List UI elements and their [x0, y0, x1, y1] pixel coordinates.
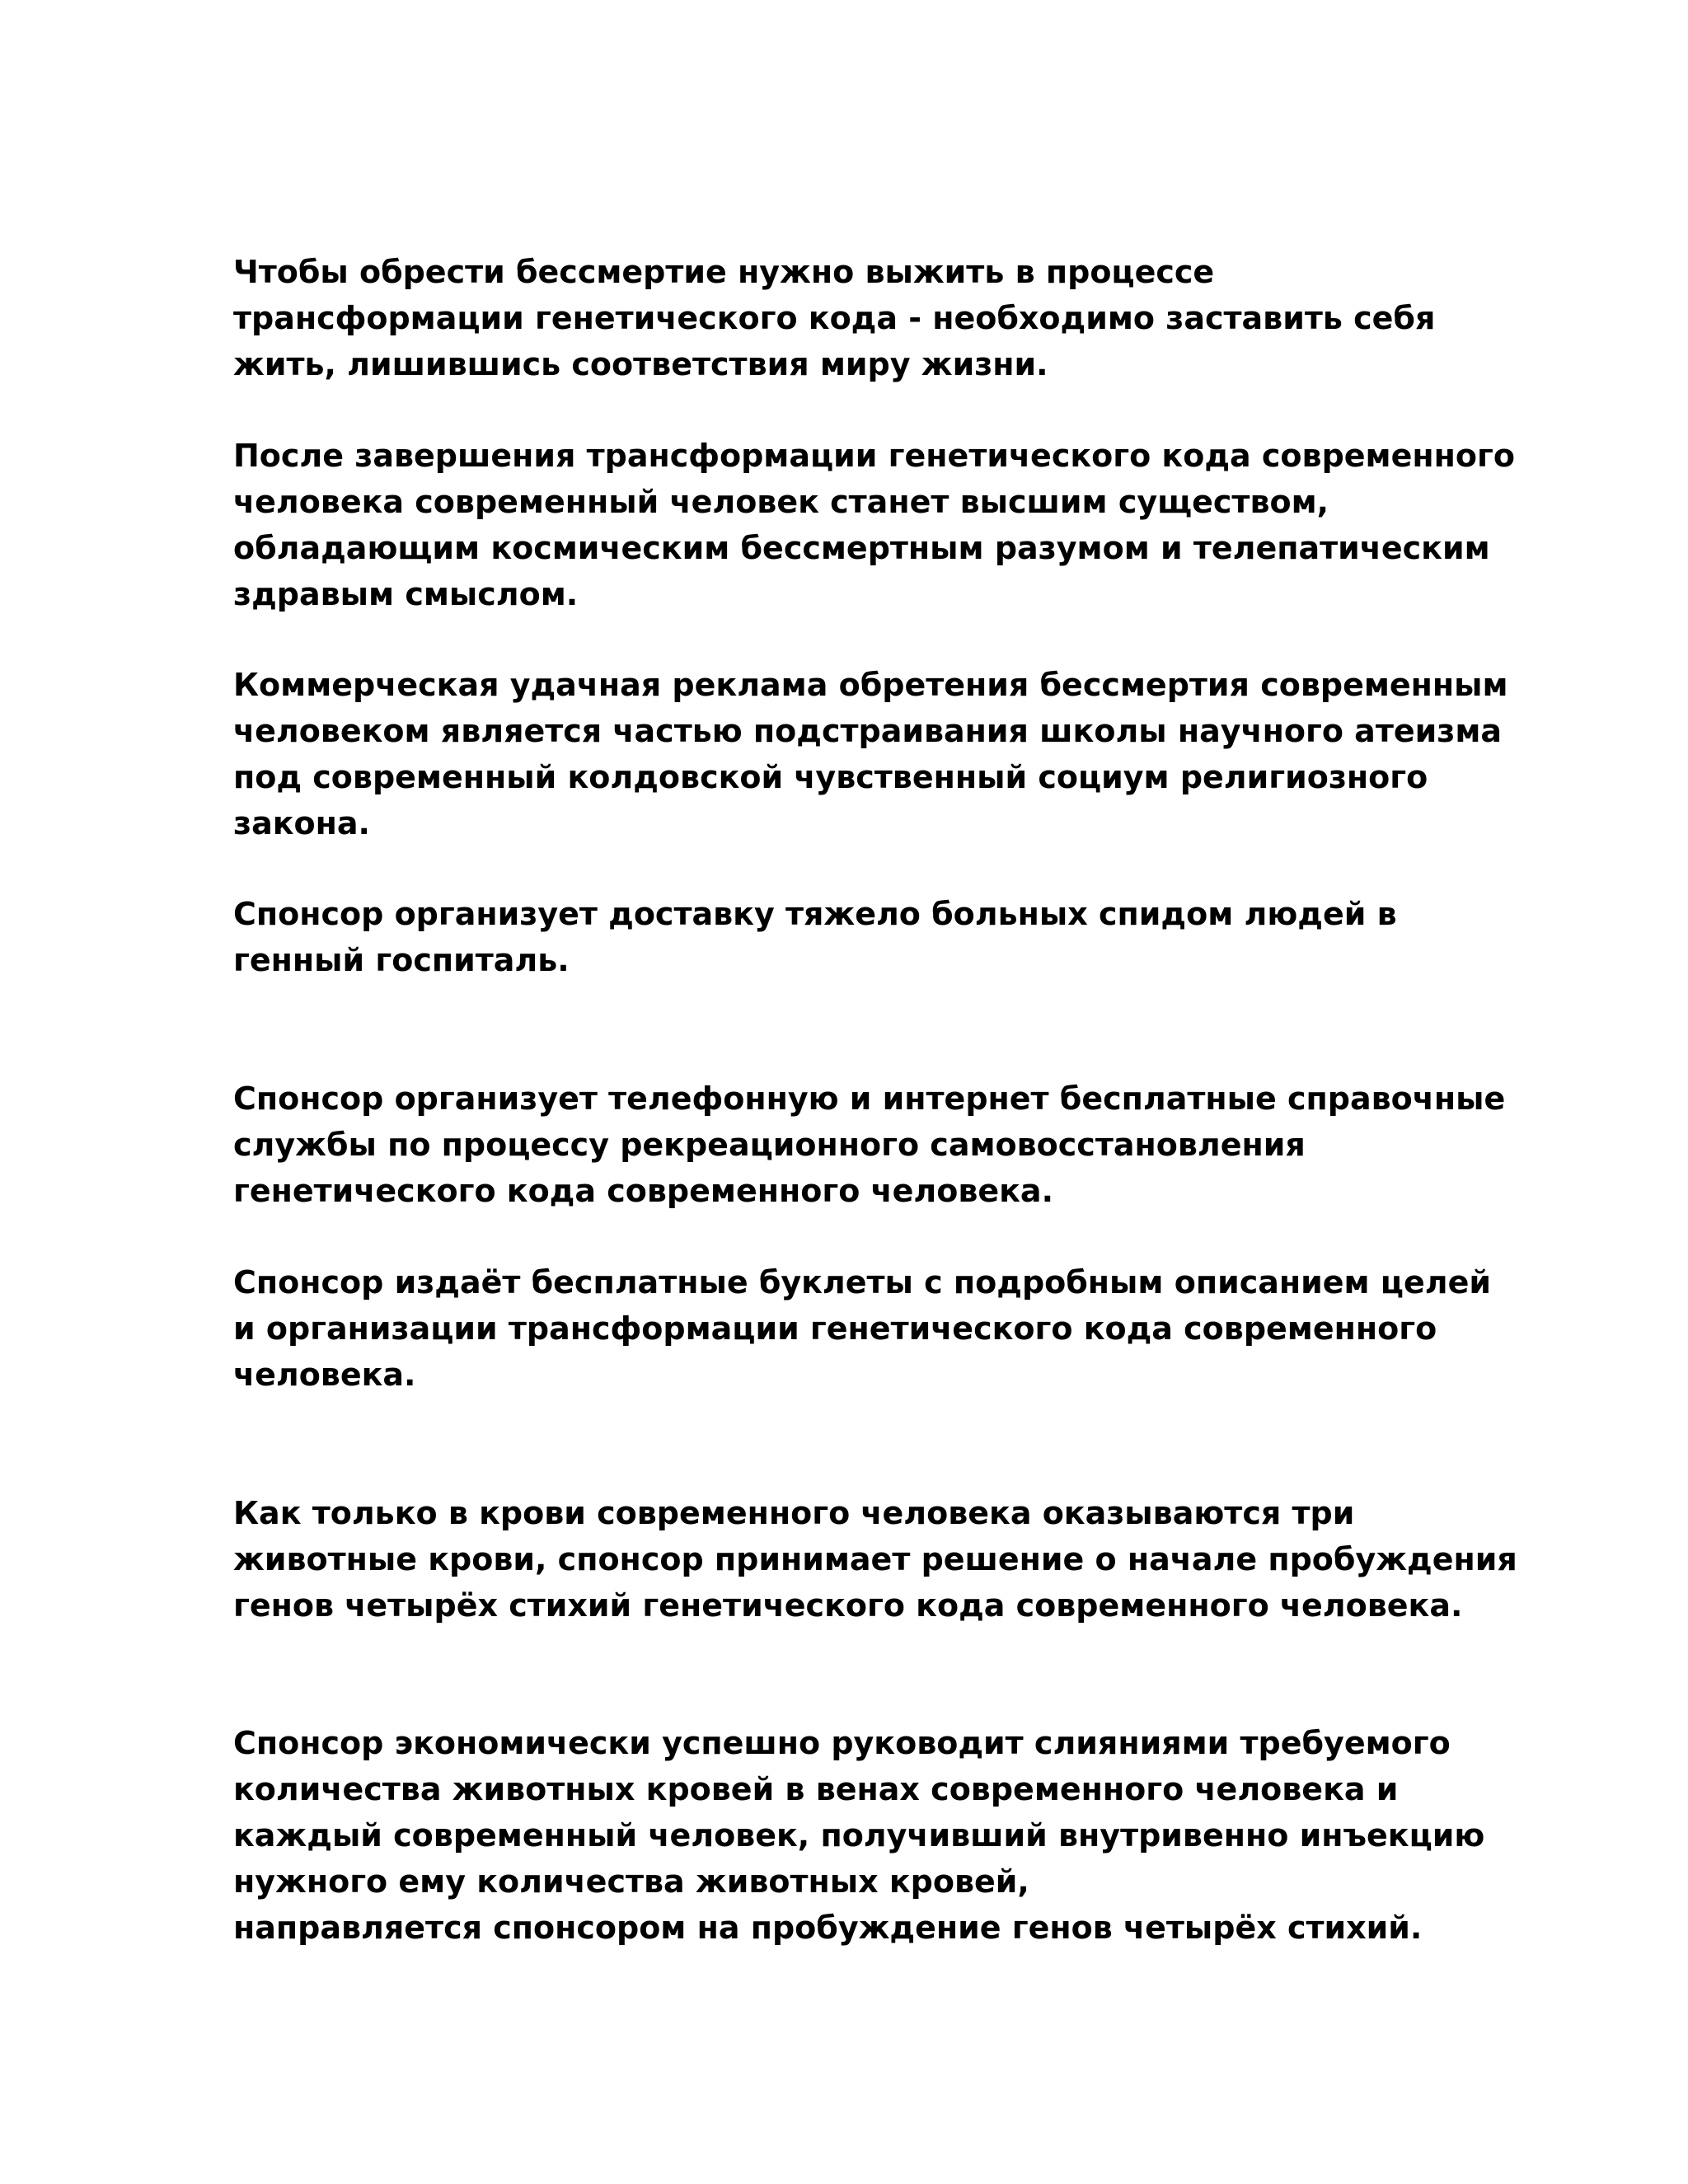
paragraph-line: После завершения трансформации генетического кода современного — [233, 438, 1515, 474]
paragraph-line: обладающим космическим бессмертным разумом и телепатическим — [233, 530, 1490, 566]
paragraph-5 — [233, 1076, 1634, 1214]
paragraph-line: жить, лишившись соответствия миру жизни. — [233, 346, 1048, 382]
paragraph-line: человеком является частью подстраивания школы научного атеизма — [233, 713, 1503, 749]
paragraph-line: Как только в крови современного человека оказываются три — [233, 1495, 1355, 1531]
paragraph-6 — [233, 1259, 1634, 1398]
paragraph-4 — [233, 891, 1634, 983]
paragraph-line: генетического кода современного человека. — [233, 1173, 1054, 1209]
paragraph-line: и организации трансформации генетического кода современного — [233, 1310, 1437, 1347]
paragraph-line: Чтобы обрести бессмертие нужно выжить в процессе — [233, 254, 1215, 290]
paragraph-line: Коммерческая удачная реклама обретения бессмертия современным — [233, 667, 1508, 703]
paragraph-line: трансформации генетического кода - необходимо заставить себя — [233, 300, 1436, 336]
paragraph-line: Спонсор организует телефонную и интернет бесплатные справочные — [233, 1080, 1506, 1117]
paragraph-line: службы по процессу рекреационного самовосстановления — [233, 1127, 1306, 1163]
paragraph-7 — [233, 1490, 1634, 1629]
paragraph-line: Спонсор экономически успешно руководит слияниями требуемого — [233, 1725, 1451, 1761]
paragraph-8 — [233, 1720, 1634, 1951]
paragraph-line: Спонсор издаёт бесплатные буклеты с подробным описанием целей — [233, 1264, 1491, 1301]
paragraph-line: животные крови, спонсор принимает решение о начале пробуждения — [233, 1541, 1517, 1577]
paragraph-3 — [233, 662, 1634, 846]
paragraph-line: под современный колдовской чувственный социум религиозного — [233, 759, 1428, 795]
paragraph-line: генов четырёх стихий генетического кода современного человека. — [233, 1587, 1463, 1624]
paragraph-line: здравым смыслом. — [233, 576, 579, 612]
paragraph-1 — [233, 249, 1634, 387]
paragraph-line: человека. — [233, 1357, 416, 1393]
paragraph-line: закона. — [233, 805, 370, 841]
paragraph-line: Спонсор организует доставку тяжело больных спидом людей в — [233, 896, 1397, 932]
paragraph-line: генный госпиталь. — [233, 942, 570, 978]
paragraph-line: каждый современный человек, получивший внутривенно инъекцию — [233, 1817, 1485, 1854]
paragraph-line: нужного ему количества животных кровей, — [233, 1863, 1029, 1900]
paragraph-line: направляется спонсором на пробуждение генов четырёх стихий. — [233, 1910, 1423, 1946]
paragraph-2 — [233, 433, 1634, 617]
paragraph-line: человека современный человек станет высшим существом, — [233, 484, 1329, 520]
paragraph-line: количества животных кровей в венах современного человека и — [233, 1771, 1399, 1807]
